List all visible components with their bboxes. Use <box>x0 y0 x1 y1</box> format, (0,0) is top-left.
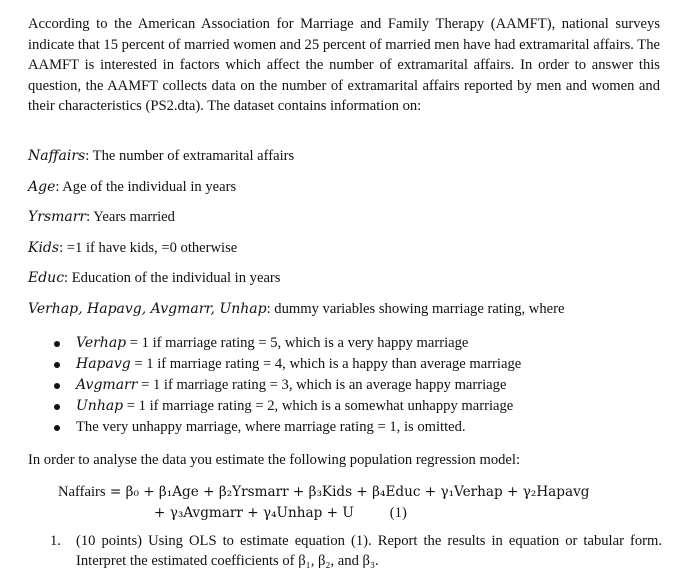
definition-age <box>28 177 668 197</box>
variable-description: : The number of extramarital affairs <box>85 148 295 164</box>
definition-kids <box>28 238 668 258</box>
question-text: (10 points) Using OLS to estimate equation (1). Report the results in equation or tabular form. Interpret the estimated coefficients of β₁, β₂, and β₃. <box>76 533 662 569</box>
bullet-icon <box>54 425 60 431</box>
definition-educ <box>28 268 668 288</box>
list-item <box>50 333 670 354</box>
intro-paragraph: According to the American Association for Marriage and Family Therapy (AAMFT), national surveys indicate that 15 percent of married women and 25 percent of married men have had extramarital affairs. The AAMFT is interested in factors which affect the number of extramarital affairs. In order to answer this question, the AAMFT collects data on the number of extramarital affairs reported by men and women and their characteristics (PS2.dta). The dataset contains information on: <box>28 16 660 114</box>
equation-lhs: Naffairs <box>58 484 106 500</box>
list-item <box>50 417 670 438</box>
variable-name: Avgmarr <box>76 377 138 393</box>
variable-name: Kids <box>28 239 60 256</box>
bullet-icon <box>54 362 60 368</box>
list-item <box>50 375 670 396</box>
variable-name: Verhap <box>76 335 127 351</box>
question-number: 1. <box>50 533 61 549</box>
variable-description: : Age of the individual in years <box>55 178 237 195</box>
bullet-icon <box>54 341 60 347</box>
list-item <box>50 354 670 375</box>
list-item <box>50 396 670 417</box>
variable-name: Age <box>28 178 56 195</box>
definition-naffairs <box>28 146 668 166</box>
variable-name: Naffairs <box>28 148 86 164</box>
variable-description: : dummy variables showing marriage rating, where <box>266 300 565 317</box>
equation-line-2 <box>58 503 658 524</box>
definition-marriage-dummies <box>28 299 668 319</box>
list-item-text: = 1 if marriage rating = 5, which is a very happy marriage <box>126 335 469 351</box>
analyse-paragraph: In order to analyse the data you estimate the following population regression model: <box>28 452 521 468</box>
list-item-text: = 1 if marriage rating = 4, which is a happy than average marriage <box>130 356 522 372</box>
variable-description: : Education of the individual in years <box>64 270 281 286</box>
variable-name: Educ <box>28 270 65 286</box>
list-item-text: = 1 if marriage rating = 3, which is an average happy marriage <box>137 377 507 393</box>
equation-rhs-part-1: = β₀ + β₁Age + β₂Yrsmarr + β₃Kids + β₄Educ + γ₁Verhap + γ₂Hapavg <box>109 484 590 500</box>
equation-line-1 <box>58 482 658 503</box>
equation-rhs-part-2: + γ₃Avgmarr + γ₄Unhap + U <box>154 505 354 521</box>
definition-yrsmarr <box>28 207 668 227</box>
variable-name: Verhap, Hapavg, Avgmarr, Unhap <box>28 300 267 317</box>
bullet-icon <box>54 383 60 389</box>
variable-description: : =1 if have kids, =0 otherwise <box>59 239 238 256</box>
question-1 <box>50 531 662 571</box>
variable-name: Unhap <box>76 398 124 414</box>
variable-definitions <box>28 146 668 329</box>
regression-equation <box>58 482 658 524</box>
variable-name: Hapavg <box>76 356 131 372</box>
marriage-rating-list <box>50 333 670 438</box>
list-item-text: = 1 if marriage rating = 2, which is a somewhat unhappy marriage <box>123 398 514 414</box>
list-item-text: The very unhappy marriage, where marriage rating = 1, is omitted. <box>76 419 466 435</box>
variable-name: Yrsmarr <box>28 209 87 225</box>
variable-description: : Years married <box>86 209 175 225</box>
bullet-icon <box>54 404 60 410</box>
equation-number: (1) <box>389 505 407 521</box>
